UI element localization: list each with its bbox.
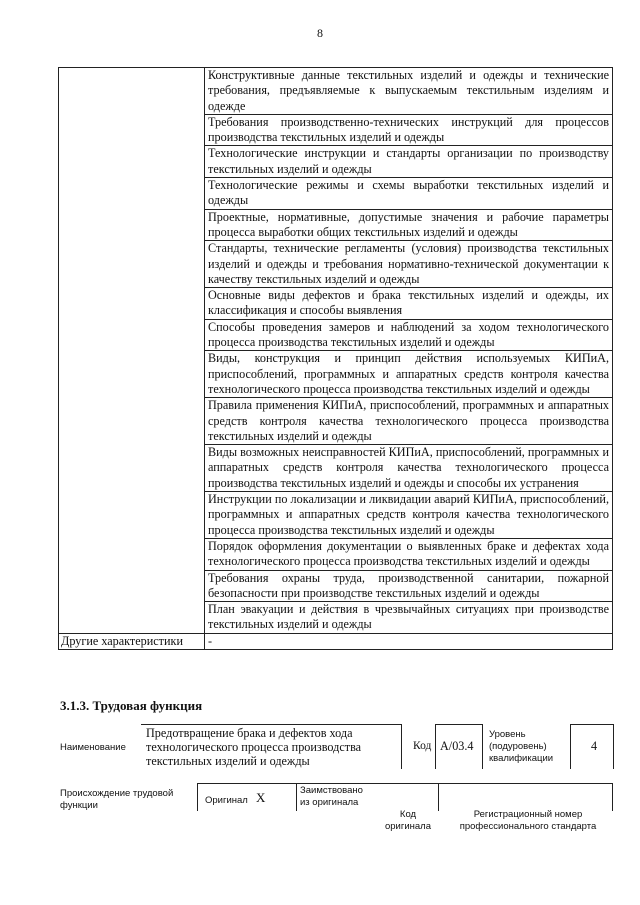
row-text: Инструкции по локализации и ликвидации аварий КИПиА, приспособлений, программных и аппаратных средств контроля качества технологического процесса производства текстильных изделий и одежды xyxy=(205,492,613,539)
original-mark: X xyxy=(256,790,266,805)
origin-divider xyxy=(612,783,613,811)
row-text: План эвакуации и действия в чрезвычайных ситуациях при производстве текстильных изделий и одежды xyxy=(205,602,613,634)
name-label: Наименование xyxy=(60,742,126,753)
reg-number-label: Регистрационный номер профессионального стандарта xyxy=(459,809,597,832)
row-text: Технологические режимы и схемы выработки текстильных изделий и одежды xyxy=(205,178,613,210)
original-label: Оригинал xyxy=(205,795,248,806)
origin-divider xyxy=(438,783,439,811)
row-label xyxy=(59,68,205,634)
table-row xyxy=(59,633,613,649)
knowledge-table xyxy=(58,67,613,650)
row-text: Основные виды дефектов и брака текстильных изделий и одежды, их классификация и способы выявления xyxy=(205,288,613,320)
origin-divider xyxy=(197,783,198,811)
origin-divider xyxy=(438,783,613,784)
row-text: Конструктивные данные текстильных изделий и одежды и технические требования, предъявляемые к выпускаемым текстильным изделиям и одежде xyxy=(205,68,613,115)
code-label: Код xyxy=(413,740,432,752)
page-number: 8 xyxy=(317,26,323,40)
row-text: - xyxy=(205,633,613,649)
origin-code-label: Код оригинала xyxy=(384,809,431,832)
row-text: Стандарты, технические регламенты (условия) производства текстильных изделий и одежды и требования нормативно-технической документации к качеству текстильных изделий и одежды xyxy=(205,241,613,288)
level-label: Уровень (подуровень) квалификации xyxy=(489,729,554,764)
section-title: 3.1.3. Трудовая функция xyxy=(60,698,203,713)
row-text: Требования охраны труда, производственной санитарии, пожарной безопасности при производстве текстильных изделий и одежды xyxy=(205,570,613,602)
row-text: Виды возможных неисправностей КИПиА, приспособлений, программных и аппаратных средств контроля качества технологического процесса производства текстильных изделий и одежды и способы их устранения xyxy=(205,445,613,492)
row-text: Технологические инструкции и стандарты организации по производству текстильных изделий и одежды xyxy=(205,146,613,178)
row-text: Правила применения КИПиА, приспособлений, программных и аппаратных средств контроля качества технологического процесса производства текстильных изделий и одежды xyxy=(205,398,613,445)
origin-divider xyxy=(296,783,297,811)
name-value: Предотвращение брака и дефектов хода технологического процесса производства текстильных изделий и одежды xyxy=(146,726,362,769)
row-text: Способы проведения замеров и наблюдений за ходом технологического процесса производства текстильных изделий и одежды xyxy=(205,319,613,351)
table-row xyxy=(59,68,613,115)
level-value: 4 xyxy=(591,739,598,753)
borrowed-label: Заимствовано из оригинала xyxy=(300,785,363,808)
code-value: A/03.4 xyxy=(440,739,474,753)
row-text: Проектные, нормативные, допустимые значения и рабочие параметры процесса выработки общих текстильных изделий и одежды xyxy=(205,209,613,241)
row-text: Виды, конструкция и принцип действия используемых КИПиА, приспособлений, программных и аппаратных средств контроля качества технологического процесса производства текстильных изделий и одежды xyxy=(205,351,613,398)
origin-label: Происхождение трудовой функции xyxy=(60,788,174,811)
row-text: Требования производственно-технических инструкций для процессов производства текстильных изделий и одежды xyxy=(205,114,613,146)
row-text: Порядок оформления документации о выявленных браке и дефектах хода технологического процесса производства текстильных изделий и одежды xyxy=(205,538,613,570)
row-label: Другие характеристики xyxy=(59,633,205,649)
